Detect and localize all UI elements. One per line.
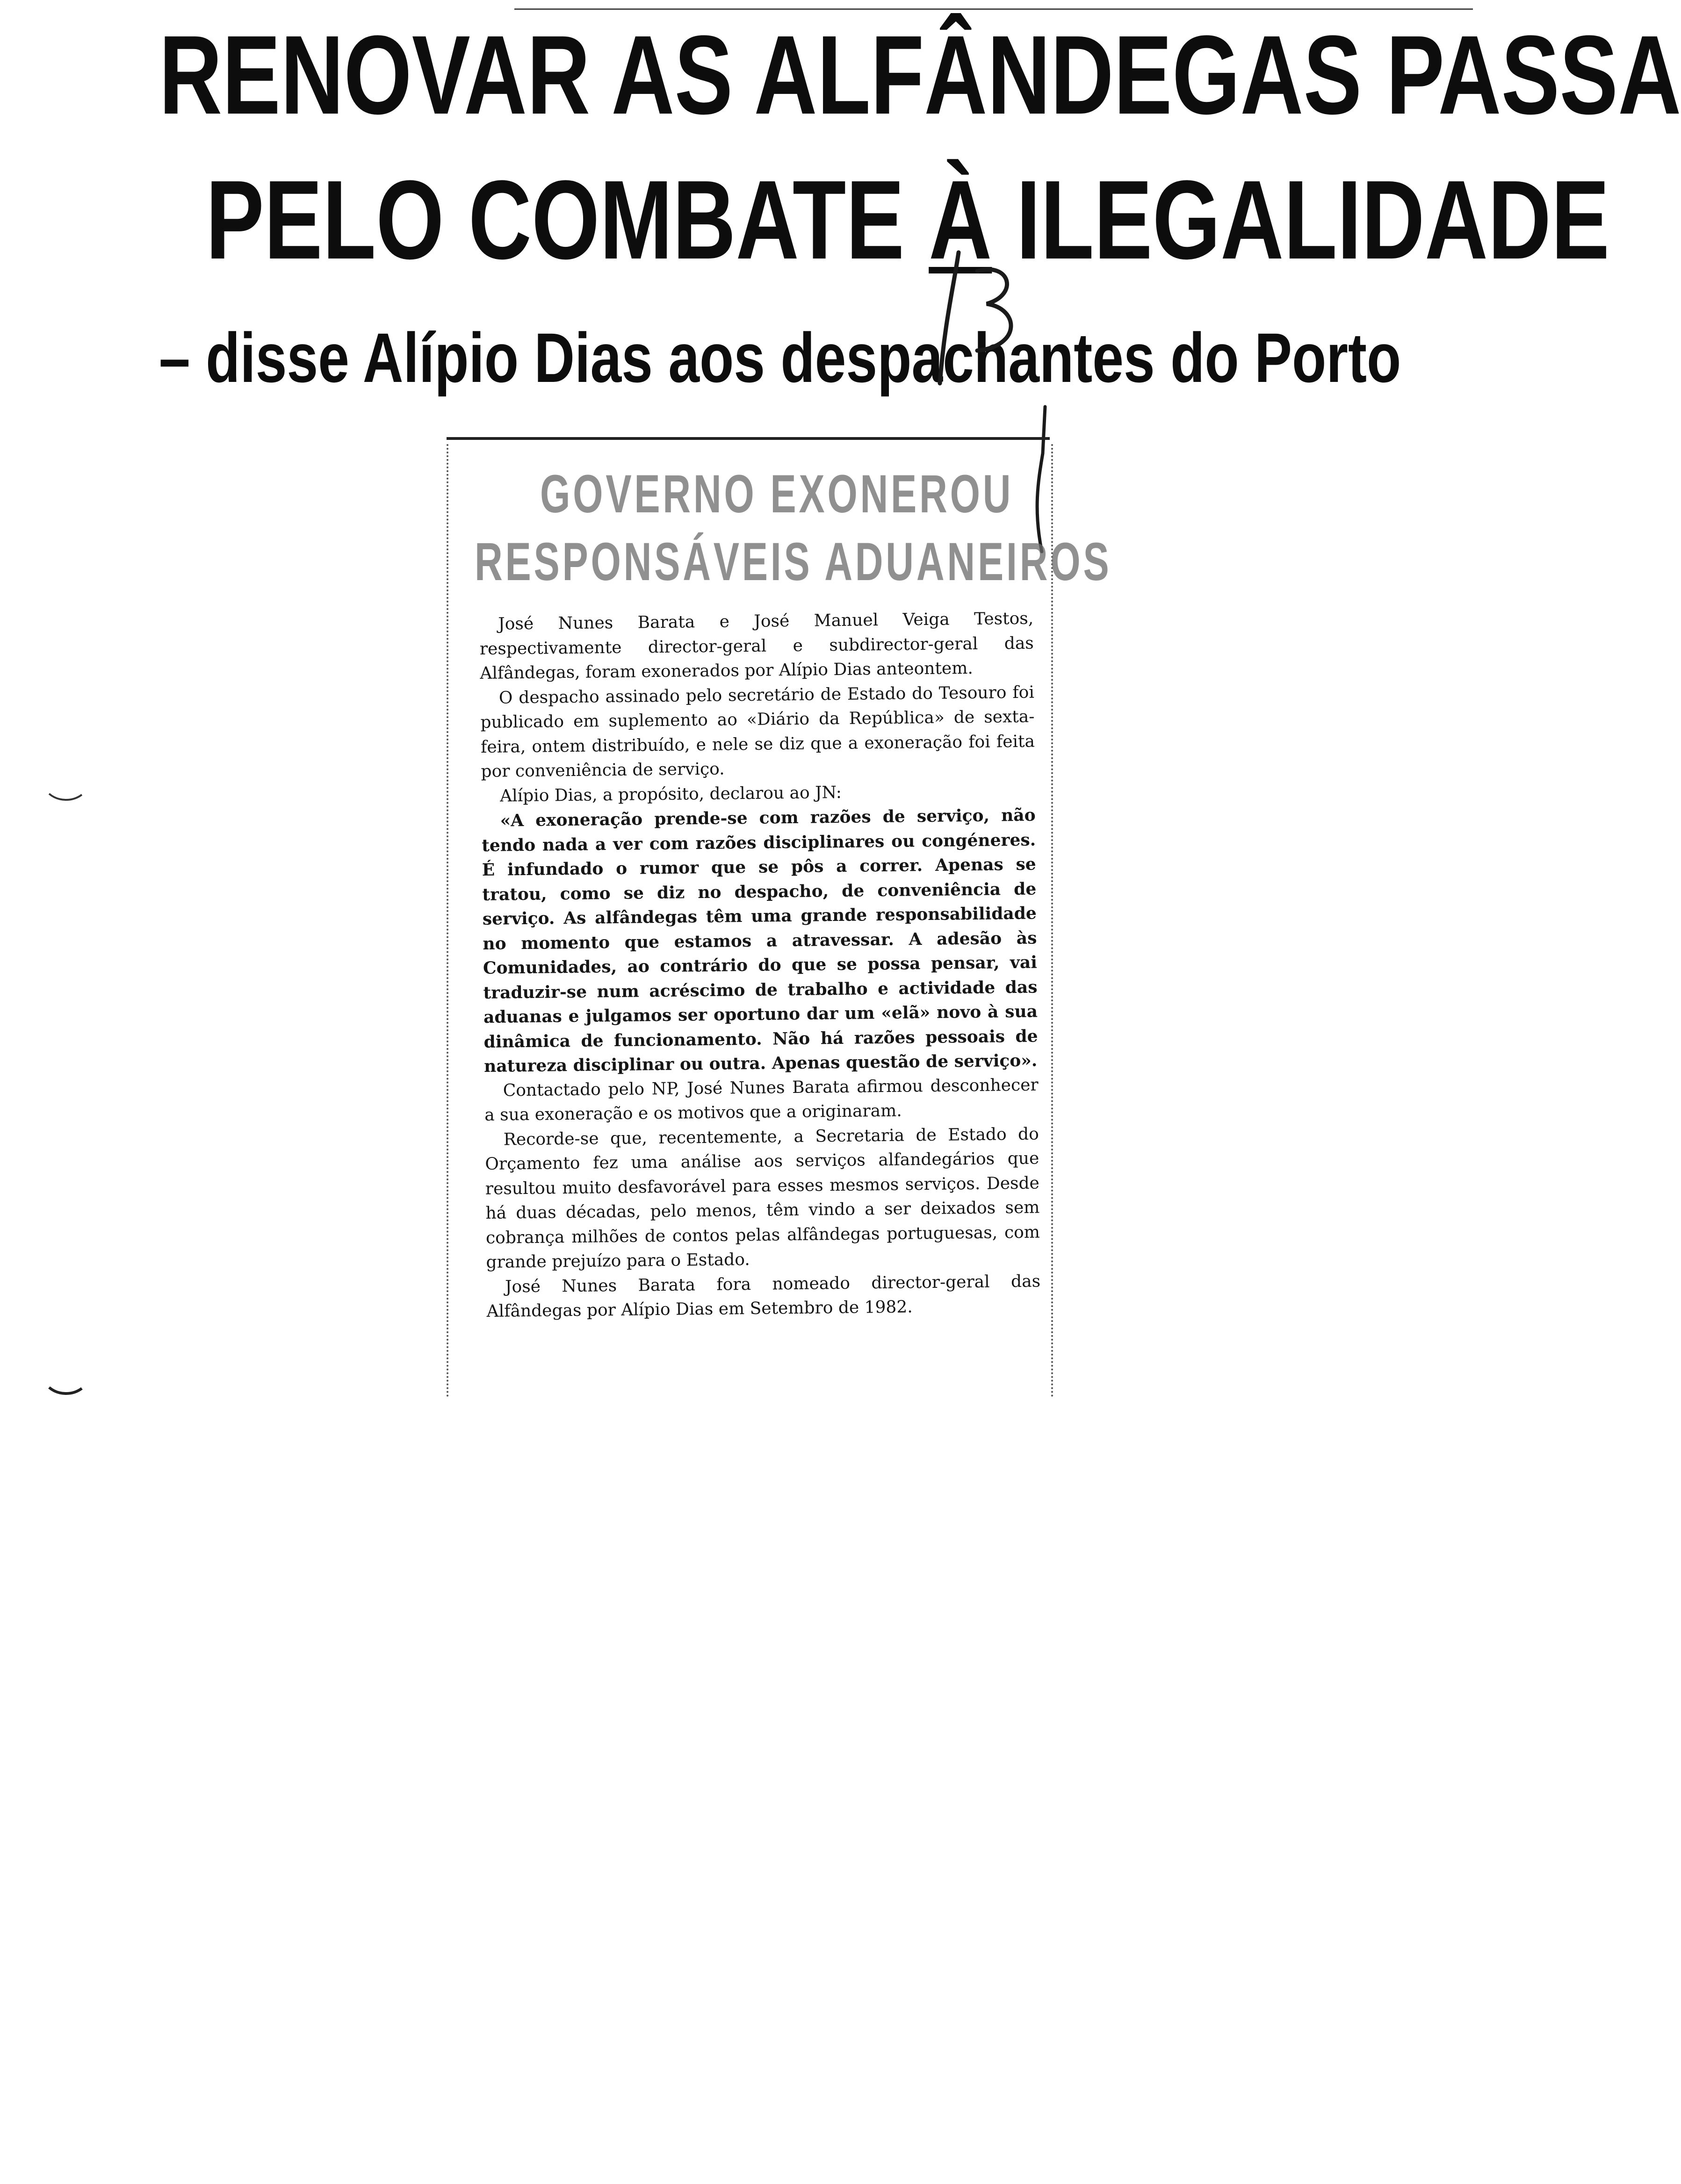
headline-line-2-start: PELO COMBATE: [206, 157, 929, 282]
quote-paragraph: «A exoneração prende-se com razões de serviço, não tendo nada a ver com razões disciplinares ou congéneres. É infundado o rumor que se pôs a correr. Apenas se tratou, como se diz no despacho, de conveniência de serviço. As alfândegas têm uma grande responsabilidade no momento que estamos a atravessar. A adesão às Comunidades, ao contrário do que se possa pensar, vai traduzir-se num acréscimo de trabalho e actividade das aduanas e julgamos ser oportuno dar um «elã» novo à sua dinâmica de funcionamento. Não há razões pessoais de natureza disciplinar ou outra. Apenas questão de serviço».: [482, 805, 1038, 1076]
paragraph: Recorde-se que, recentemente, a Secretaria de Estado do Orçamento fez uma análise aos serviços alfandegários que resultou muito desfavorável para esses mesmos serviços. Desde há duas décadas, pelo menos, têm vindo a ser deixados sem cobrança milhões de contos pelas alfândegas portuguesas, com grande prejuízo para o Estado.: [485, 1124, 1040, 1272]
news-clipping: [447, 437, 1112, 1409]
headline-line-1: RENOVAR AS ALFÂNDEGAS PASSA: [159, 12, 1681, 137]
clipping-subhead-line-1: GOVERNO EXONEROU: [540, 464, 1014, 524]
paragraph: José Nunes Barata fora nomeado director-geral das Alfândegas por Alípio Dias em Setembro de 1982.: [486, 1272, 1041, 1321]
paragraph: Contactado pelo NP, José Nunes Barata afirmou desconhecer a sua exoneração e os motivos que a originaram.: [484, 1075, 1039, 1125]
headline-line-2-end: ILEGALIDADE: [992, 157, 1610, 282]
paragraph: José Nunes Barata e José Manuel Veiga Testos, respectivamente director-geral e subdirector-geral das Alfândegas, foram exonerados por Alípio Dias anteontem.: [479, 609, 1034, 683]
scan-edge-mark: [47, 1384, 84, 1398]
paragraph: Alípio Dias, a propósito, declarou ao JN:: [499, 783, 842, 806]
clipping-body: [479, 607, 1041, 1324]
headline-subtitle: – disse Alípio Dias aos despachantes do Porto: [159, 318, 1401, 397]
clipping-subhead-line-2: RESPONSÁVEIS ADUANEIROS: [475, 532, 1112, 592]
handwritten-mark: [926, 243, 1029, 397]
paragraph: O despacho assinado pelo secretário de Estado do Tesouro foi publicado em suplemento ao «Diário da República» de sexta-feira, ontem distribuído, e nele se diz que a exoneração foi feita por conveniência de serviço.: [480, 682, 1035, 781]
clipping-left-edge: [447, 444, 450, 1398]
scan-top-rule: [514, 8, 1473, 10]
headline-underlined-word: À: [929, 157, 992, 282]
clipping-top-rule: [447, 437, 1050, 440]
scan-edge-mark: [47, 790, 84, 804]
